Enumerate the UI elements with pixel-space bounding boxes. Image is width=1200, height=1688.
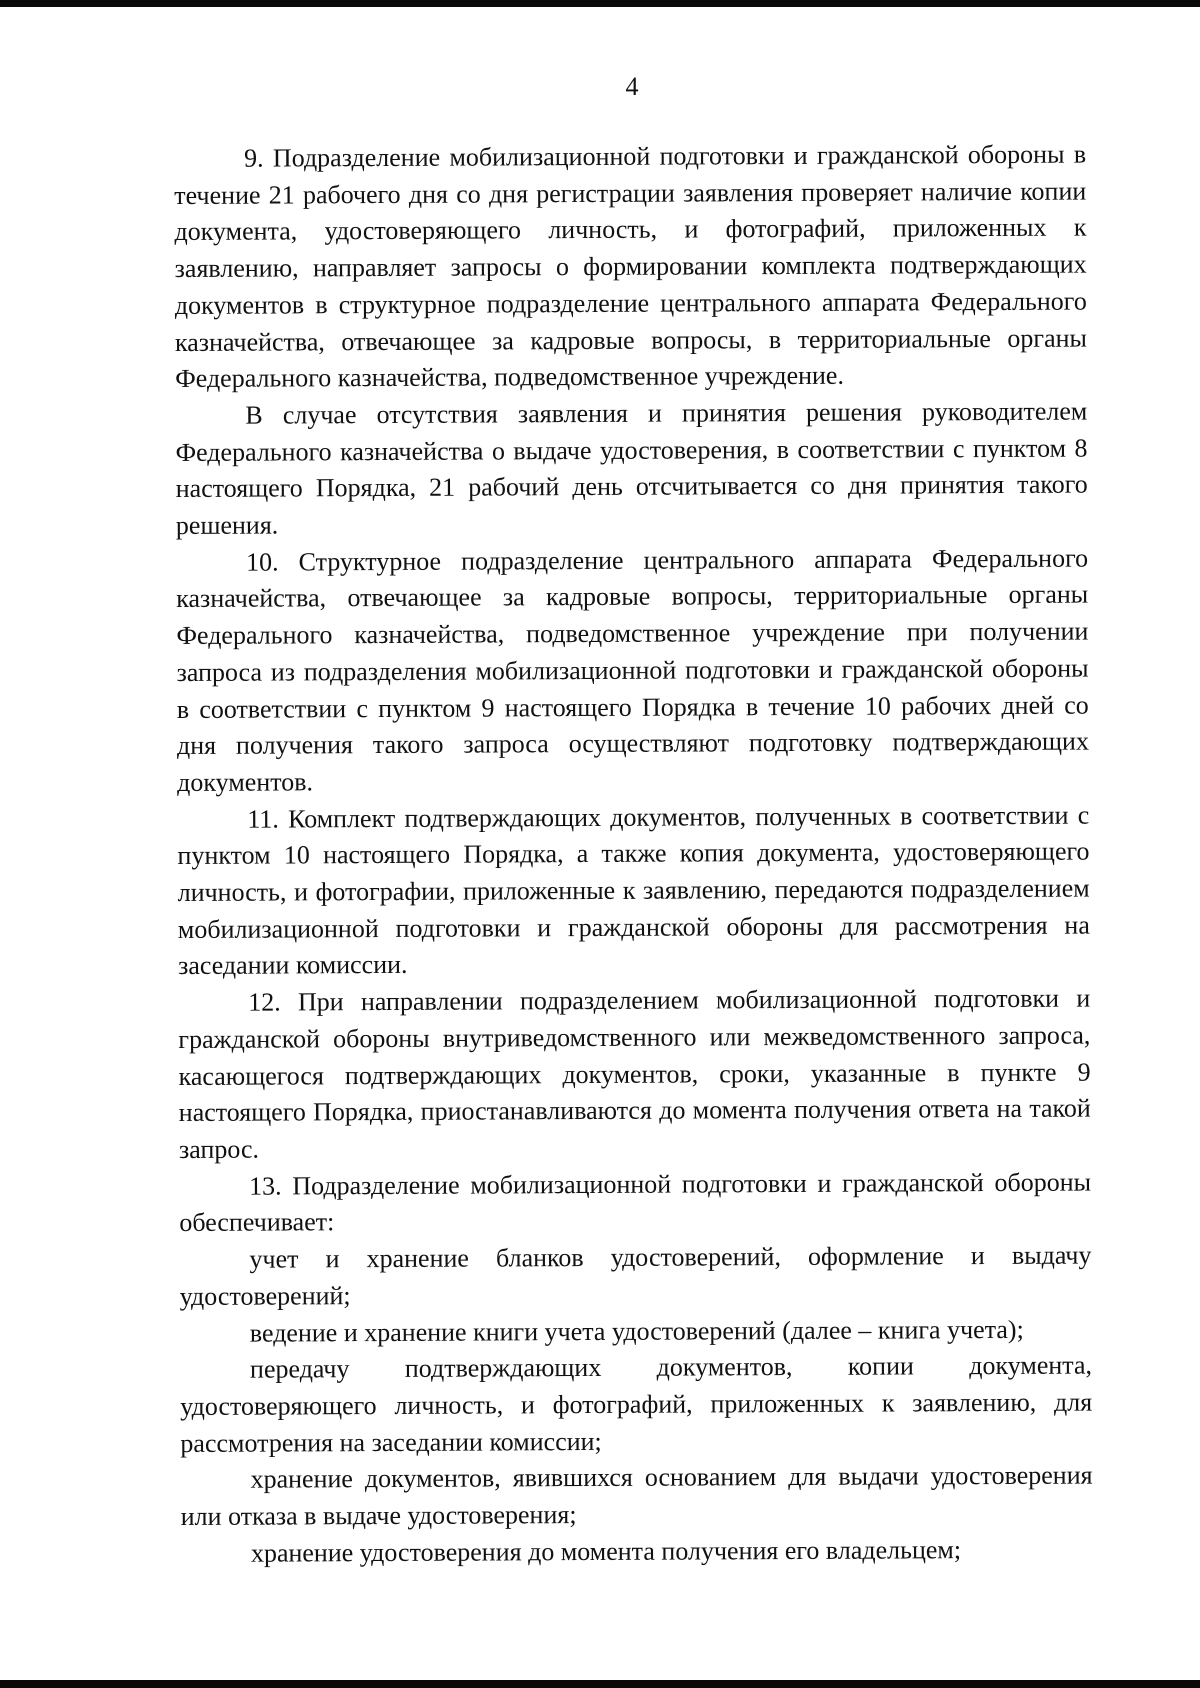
paragraph-11: 11. Комплект подтверждающих документов, полученных в соответствии с пунктом 10 настоящего Порядка, а также копия документа, удостоверяющего личность, и фотографии, приложенные к заявлению, передаются подразделением мобилизационной подготовки и гражданской обороны для рассмотрения на заседании комиссии. [177,800,1090,981]
page-number: 4 [625,72,639,101]
paragraph-9: 9. Подразделение мобилизационной подготовки и гражданской обороны в течение 21 рабочего дня со дня регистрации заявления проверяет наличие копии документа, удостоверяющего личность, и фотографий, приложенных к заявлению, направляет запросы о формировании комплекта подтверждающих документов в структурное подразделение центрального аппарата Федерального казначейства, отвечающее за кадровые вопросы, в территориальные органы Федерального казначейства, подведомственное учреждение. [174,139,1088,394]
list-item-store-certificate: хранение удостоверения до момента получения его владельцем; [250,1534,962,1568]
paragraph-13: 13. Подразделение мобилизационной подготовки и гражданской обороны обеспечивает: [179,1167,1092,1238]
paragraph-12: 12. При направлении подразделением мобилизационной подготовки и гражданской обороны внутриведомственного или межведомственного запроса, касающегося подтверждающих документов, сроки, указанные в пункте 9 настоящего Порядка, приостанавливаются до момента получения ответа на такой запрос. [178,983,1091,1164]
scan-bottom-edge [0,1680,1200,1688]
list-item-store-documents: хранение документов, явившихся основанием для выдачи удостоверения или отказа в выдаче удостоверения; [180,1460,1093,1531]
scan-top-edge [0,0,1200,7]
list-item-transfer-documents: передачу подтверждающих документов, копии документа, удостоверяющего личность, и фотографий, приложенных к заявлению, для рассмотрения на заседании комиссии; [180,1350,1093,1458]
list-item-registry-book: ведение и хранение книги учета удостоверений (далее – книга учета); [249,1314,1024,1348]
document-body [174,137,1093,1573]
paragraph-10: 10. Структурное подразделение центрального аппарата Федерального казначейства, отвечающее за кадровые вопросы, территориальные органы Федерального казначейства, подведомственное учреждение при получении запроса из подразделения мобилизационной подготовки и гражданской обороны в соответствии с пунктом 9 настоящего Порядка в течение 10 рабочих дней со дня получения такого запроса осуществляют подготовку подтверждающих документов. [176,543,1090,797]
list-item-blanks: учет и хранение бланков удостоверений, оформление и выдачу удостоверений; [179,1240,1092,1311]
paragraph-9-note: В случае отсутствия заявления и принятия решения руководителем Федерального казначейства о выдаче удостоверения, в соответствии с пунктом 8 настоящего Порядка, 21 рабочий день отсчитывается со дня принятия такого решения. [175,396,1088,541]
